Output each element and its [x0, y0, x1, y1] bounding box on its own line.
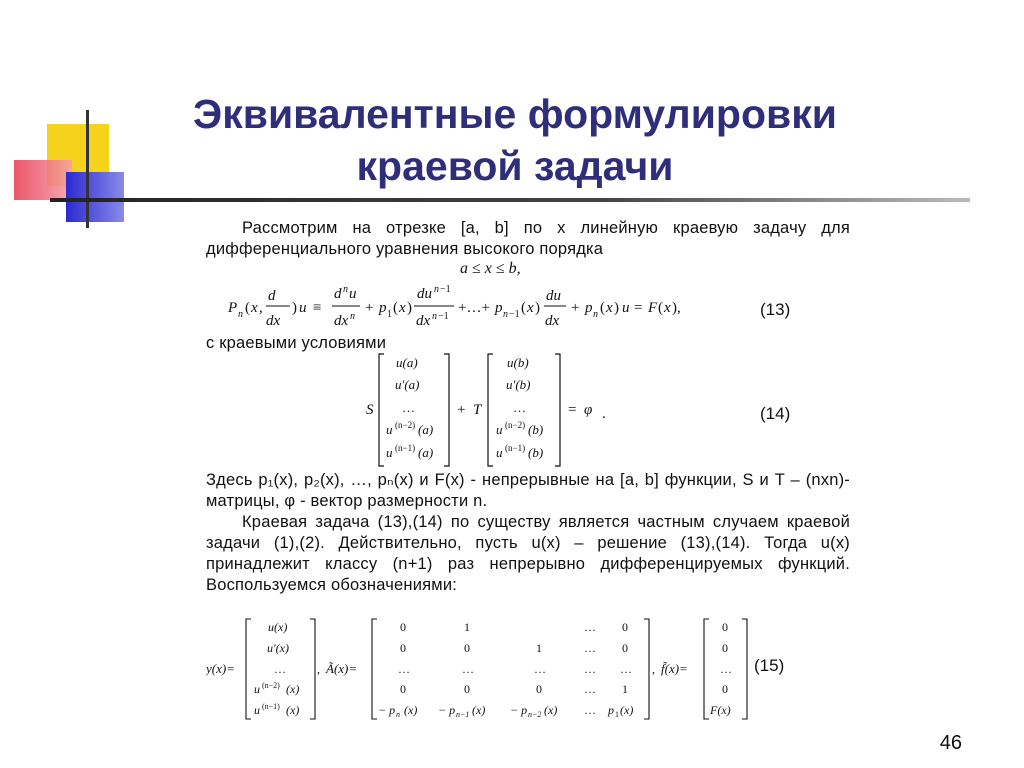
svg-text:u: u	[386, 445, 393, 460]
svg-text:u(x): u(x)	[268, 620, 288, 634]
svg-text:f̃(x)=: f̃(x)=	[661, 661, 688, 676]
svg-text:−1: −1	[438, 311, 449, 322]
svg-text:0: 0	[622, 620, 628, 634]
svg-text:F(x): F(x)	[710, 703, 731, 717]
svg-text:(n−2): (n−2)	[262, 681, 280, 690]
svg-text:0: 0	[464, 641, 470, 655]
svg-text:u(b): u(b)	[507, 355, 529, 370]
svg-text:u(a): u(a)	[396, 355, 418, 370]
svg-text:(x): (x)	[544, 703, 558, 717]
svg-text:): )	[614, 300, 619, 316]
title-line-2: краевой задачи	[356, 143, 674, 189]
title-line-1: Эквивалентные формулировки	[193, 91, 837, 137]
page-number: 46	[939, 732, 962, 754]
svg-text:(x): (x)	[286, 682, 300, 696]
svg-text:n−2: n−2	[528, 710, 542, 719]
svg-text:0: 0	[400, 641, 406, 655]
svg-text:dx: dx	[334, 313, 349, 329]
svg-text:n: n	[593, 309, 598, 320]
svg-text:− p: − p	[378, 703, 396, 717]
svg-text:u: u	[386, 422, 393, 437]
svg-text:+: +	[571, 300, 580, 316]
svg-text:S: S	[366, 402, 374, 418]
svg-text:1: 1	[622, 682, 628, 696]
svg-text:P: P	[228, 300, 238, 316]
svg-text:u: u	[254, 703, 260, 717]
svg-text:(: (	[393, 300, 398, 316]
intro-paragraph: Рассмотрим на отрезке [a, b] по x линейную краевую задачу для дифференциального уравнения высокого порядка	[206, 219, 850, 258]
svg-text:1: 1	[615, 710, 619, 719]
svg-text:=: =	[568, 402, 577, 418]
eq15-label: (15)	[754, 656, 785, 675]
svg-text:n: n	[238, 309, 243, 320]
svg-text:p: p	[495, 300, 503, 316]
svg-text:(x): (x)	[472, 703, 486, 717]
svg-text:p: p	[608, 703, 614, 717]
svg-text:(x): (x)	[286, 703, 300, 717]
boundary-label: с краевыми условиями	[206, 334, 387, 352]
svg-text:x: x	[399, 300, 406, 316]
svg-text:T: T	[473, 402, 482, 418]
svg-text:…: …	[584, 641, 596, 655]
svg-text:y(x)=: y(x)=	[206, 661, 235, 676]
here-paragraph: Здесь p₁(x), p₂(x), …, pₙ(x) и F(x) - непрерывные на [a, b] функции, S и T – (nxn)-матрицы, φ - вектор размерности n.	[206, 471, 850, 510]
svg-text:≡: ≡	[313, 300, 322, 316]
equation-15	[206, 616, 766, 722]
svg-text:=: =	[634, 300, 643, 316]
svg-text:u: u	[622, 300, 630, 316]
svg-text:u: u	[349, 286, 357, 302]
svg-text:x: x	[606, 300, 613, 316]
eq14-label: (14)	[760, 404, 791, 423]
svg-text:d: d	[268, 288, 276, 304]
svg-text:(x): (x)	[404, 703, 418, 717]
svg-text:n: n	[434, 284, 439, 295]
svg-text:du: du	[546, 288, 561, 304]
svg-text:…: …	[462, 662, 474, 676]
svg-text:n: n	[350, 311, 355, 322]
decor-red-square	[14, 160, 72, 200]
svg-text:x: x	[527, 300, 534, 316]
svg-text:u′(x): u′(x)	[267, 641, 289, 655]
svg-text:.: .	[602, 406, 606, 422]
svg-text:n: n	[343, 284, 348, 295]
svg-text:): )	[407, 300, 412, 316]
svg-text:(n−1): (n−1)	[262, 702, 280, 711]
svg-text:0: 0	[400, 682, 406, 696]
decor-blue-square	[66, 172, 124, 222]
svg-text:…: …	[402, 400, 415, 415]
svg-text:(a): (a)	[418, 445, 434, 460]
svg-text:Ã(x)=: Ã(x)=	[326, 661, 358, 676]
svg-text:…: …	[534, 662, 546, 676]
svg-text:0: 0	[464, 682, 470, 696]
svg-text:+…+: +…+	[458, 300, 490, 316]
svg-text:1: 1	[464, 620, 470, 634]
svg-text:(n−1): (n−1)	[395, 443, 416, 453]
svg-text:(: (	[658, 300, 663, 316]
svg-text:dx: dx	[266, 313, 281, 329]
svg-text:(a): (a)	[418, 422, 434, 437]
title-rule	[50, 198, 970, 202]
svg-text:…: …	[274, 662, 286, 676]
svg-text:): )	[292, 300, 297, 316]
svg-text:,: ,	[259, 300, 263, 316]
svg-text:…: …	[584, 662, 596, 676]
svg-text:dx: dx	[545, 313, 560, 329]
svg-text:u: u	[496, 422, 503, 437]
svg-text:(x): (x)	[620, 703, 634, 717]
svg-text:x: x	[251, 300, 258, 316]
second-paragraph: Краевая задача (13),(14) по существу является частным случаем краевой задачи (1),(2). Действительно, пусть u(x) – решение (13),(14). Тогда u(x) принадлежит классу (n+1) раз непрерывно дифференцируемых функций. Воспользуемся обозначениями:	[206, 513, 850, 594]
svg-text:u: u	[299, 300, 307, 316]
svg-text:0: 0	[722, 641, 728, 655]
svg-text:u′(a): u′(a)	[395, 377, 420, 392]
svg-text:F: F	[648, 300, 658, 316]
svg-text:−1: −1	[509, 309, 520, 320]
svg-text:(b): (b)	[528, 422, 544, 437]
svg-text:,: ,	[652, 662, 655, 676]
svg-text:0: 0	[536, 682, 542, 696]
decor-vertical-line	[86, 110, 89, 228]
svg-text:): )	[535, 300, 540, 316]
svg-text:+: +	[365, 300, 374, 316]
svg-text:−1: −1	[440, 284, 451, 295]
equation-13	[228, 280, 828, 336]
svg-text:(b): (b)	[528, 445, 544, 460]
svg-text:u: u	[254, 682, 260, 696]
svg-text:d: d	[334, 286, 342, 302]
eq13-label: (13)	[760, 300, 791, 319]
svg-text:(n−2): (n−2)	[505, 420, 526, 430]
svg-text:u′(b): u′(b)	[506, 377, 531, 392]
svg-text:0: 0	[722, 682, 728, 696]
svg-text:1: 1	[387, 309, 392, 320]
svg-text:n: n	[396, 710, 400, 719]
svg-text:0: 0	[722, 620, 728, 634]
svg-text:− p: − p	[510, 703, 528, 717]
svg-text:…: …	[620, 662, 632, 676]
svg-text:(n−1): (n−1)	[505, 443, 526, 453]
svg-text:n−1: n−1	[456, 710, 470, 719]
svg-text:…: …	[398, 662, 410, 676]
svg-text:n: n	[503, 309, 508, 320]
svg-text:(n−2): (n−2)	[395, 420, 416, 430]
svg-text:…: …	[584, 703, 596, 717]
svg-text:…: …	[584, 682, 596, 696]
slide-title	[120, 88, 910, 192]
svg-text:n: n	[432, 311, 437, 322]
svg-text:− p: − p	[438, 703, 456, 717]
svg-text:…: …	[720, 662, 732, 676]
svg-text:1: 1	[536, 641, 542, 655]
svg-text:0: 0	[400, 620, 406, 634]
equation-14	[362, 352, 622, 470]
svg-text:(: (	[600, 300, 605, 316]
svg-text:…: …	[584, 620, 596, 634]
svg-text:u: u	[496, 445, 503, 460]
svg-text:,: ,	[317, 662, 320, 676]
svg-text:p: p	[379, 300, 387, 316]
svg-text:(: (	[245, 300, 250, 316]
svg-text:dx: dx	[416, 313, 431, 329]
interval-formula: a ≤ x ≤ b,	[460, 260, 521, 277]
svg-text:du: du	[417, 286, 432, 302]
svg-text:p: p	[585, 300, 593, 316]
svg-text:(: (	[521, 300, 526, 316]
svg-text:φ: φ	[584, 402, 593, 418]
svg-text:x: x	[664, 300, 671, 316]
svg-text:+: +	[457, 402, 466, 418]
svg-text:0: 0	[622, 641, 628, 655]
svg-text:…: …	[513, 400, 526, 415]
svg-text:),: ),	[672, 300, 681, 316]
